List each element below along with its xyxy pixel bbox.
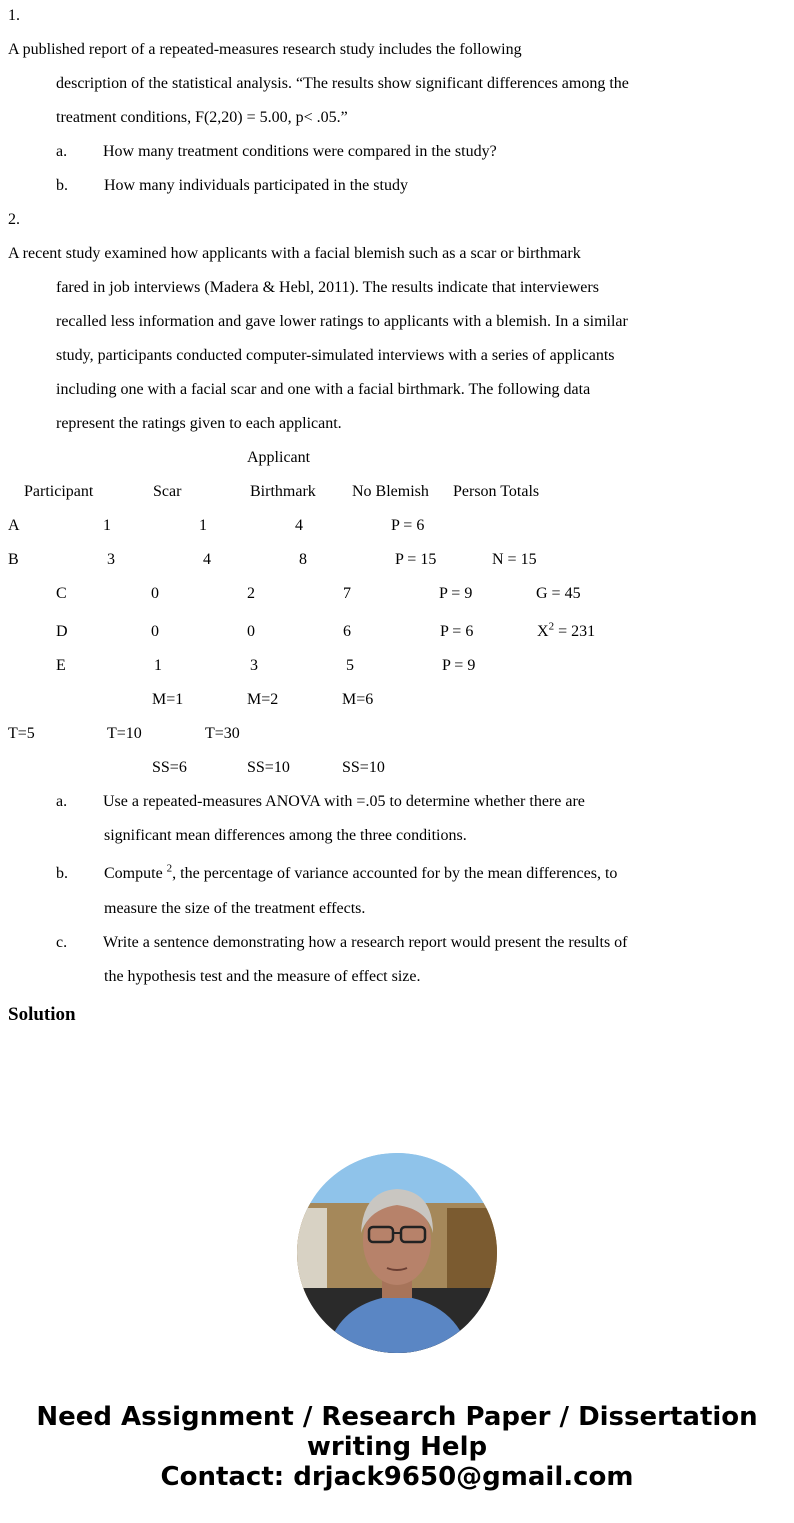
cell: 3 [107,551,115,568]
sum-x-symbol: X [537,623,549,640]
author-avatar [297,1153,497,1353]
item-text: How many individuals participated in the study [104,177,408,194]
cell: 0 [151,623,159,640]
column-header: Scar [153,483,182,500]
cell: 3 [250,657,258,674]
cell: 1 [154,657,162,674]
item-text: How many treatment conditions were compared in the study? [103,143,497,160]
person-photo-icon [297,1153,497,1353]
paragraph-line: represent the ratings given to each applicant. [56,415,342,432]
cell: P = 9 [442,657,476,674]
column-header: No Blemish [352,483,429,500]
footer-line: Need Assignment / Research Paper / Dissertation [36,1402,758,1432]
column-header: Birthmark [250,483,316,500]
item-text: significant mean differences among the three conditions. [104,827,467,844]
cell: 0 [247,623,255,640]
cell: T=5 [8,725,35,742]
item-text: the hypothesis test and the measure of effect size. [104,968,421,985]
item-label: a. [56,793,68,810]
group-header: Applicant [247,449,311,466]
cell: SS=6 [152,759,187,776]
paragraph-line: recalled less information and gave lower ratings to applicants with a blemish. In a similar [56,313,628,330]
item-label: a. [56,143,68,160]
item-text: Write a sentence demonstrating how a research report would present the results of [103,934,628,951]
cell: 7 [343,585,351,602]
superscript: 2 [548,620,555,633]
cell: SS=10 [247,759,290,776]
cell: 0 [151,585,159,602]
cell: 8 [299,551,307,568]
paragraph-line: treatment conditions, F(2,20) = 5.00, p< .05.” [56,109,348,126]
paragraph-line: A published report of a repeated-measures research study includes the following [8,41,522,58]
cell: T=10 [107,725,142,742]
cell: 2 [247,585,255,602]
cell: M=6 [342,691,374,708]
cell: A [8,517,20,534]
paragraph-line: description of the statistical analysis. “The results show significant differences among the [56,75,629,92]
item-label: c. [56,934,68,951]
cell: 4 [295,517,303,534]
text: Compute [104,865,167,882]
cell: 6 [343,623,351,640]
cell: M=2 [247,691,279,708]
contact-footer [0,1402,794,1492]
cell: C [56,585,67,602]
paragraph-line: A recent study examined how applicants with a facial blemish such as a scar or birthmark [8,245,581,262]
superscript: 2 [166,862,173,875]
question-number: 1. [8,7,20,24]
item-text: Use a repeated-measures ANOVA with =.05 to determine whether there are [103,793,585,810]
paragraph-line: study, participants conducted computer-simulated interviews with a series of applicants [56,347,615,364]
cell: 4 [203,551,211,568]
cell: N = 15 [492,551,537,568]
cell: T=30 [205,725,240,742]
paragraph-line: fared in job interviews (Madera & Hebl, 2011). The results indicate that interviewers [56,279,599,296]
item-text: measure the size of the treatment effects. [104,900,366,917]
cell: E [56,657,66,674]
cell: SS=10 [342,759,385,776]
cell: P = 15 [395,551,437,568]
question-number: 2. [8,211,20,228]
footer-line: writing Help [306,1432,488,1462]
cell: 1 [103,517,111,534]
cell: G = 45 [536,585,581,602]
item-text [104,862,618,883]
cell: D [56,623,68,640]
column-header: Person Totals [453,483,540,500]
cell: P = 6 [440,623,474,640]
sum-x-squared [537,620,596,641]
item-label: b. [56,177,68,194]
cell: 5 [346,657,354,674]
cell: M=1 [152,691,184,708]
paragraph-line: including one with a facial scar and one with a facial birthmark. The following data [56,381,591,398]
sum-x-value: = 231 [554,623,596,640]
text: , the percentage of variance accounted for by the mean differences, to [172,865,618,882]
cell: P = 6 [391,517,425,534]
column-header: Participant [24,483,94,500]
footer-contact: Contact: drjack9650@gmail.com [160,1462,634,1492]
cell: 1 [199,517,207,534]
item-label: b. [56,865,68,882]
solution-heading: Solution [8,1004,76,1025]
cell: B [8,551,19,568]
cell: P = 9 [439,585,473,602]
